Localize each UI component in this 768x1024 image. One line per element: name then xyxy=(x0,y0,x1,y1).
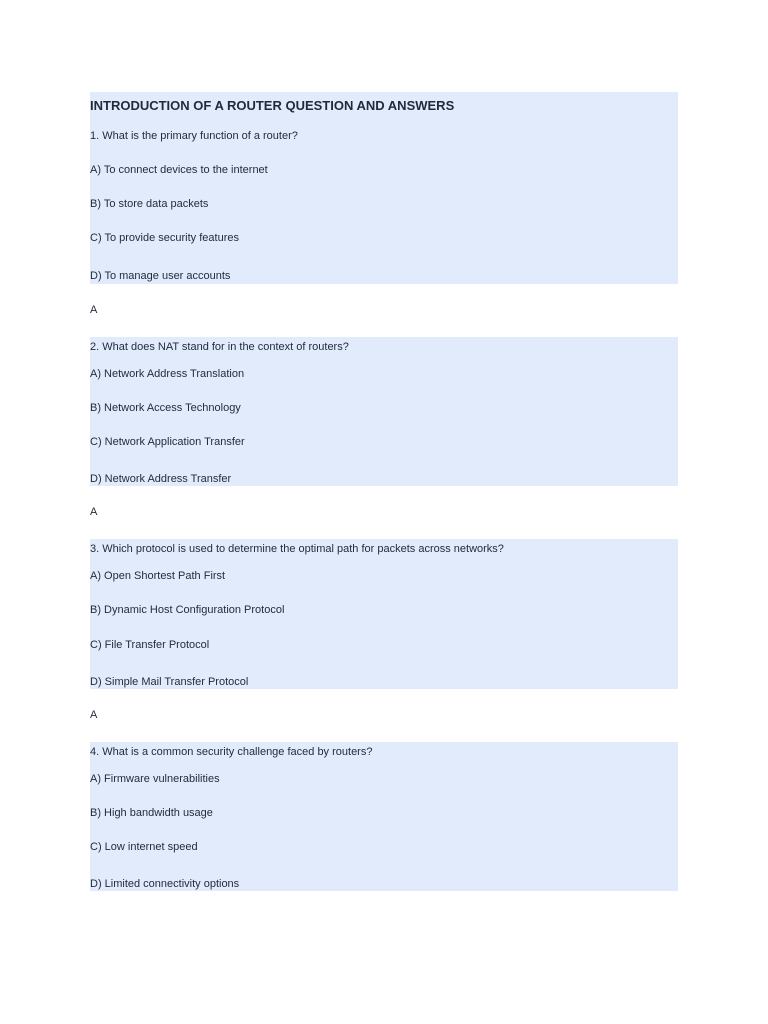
option-b: B) High bandwidth usage xyxy=(90,806,213,819)
option-c: C) Network Application Transfer xyxy=(90,435,245,448)
document-page xyxy=(90,92,678,891)
option-a: A) Open Shortest Path First xyxy=(90,570,226,583)
answer: A xyxy=(90,506,98,519)
option-c: C) To provide security features xyxy=(90,232,239,245)
option-a: A) To connect devices to the internet xyxy=(90,164,268,176)
answer: A xyxy=(90,708,98,721)
question-text: 2. What does NAT stand for in the context of routers? xyxy=(90,340,349,353)
question-block-4 xyxy=(90,742,678,892)
option-d: D) To manage user accounts xyxy=(90,269,231,282)
question-text: 4. What is a common security challenge faced by routers? xyxy=(90,745,373,758)
question-block-3 xyxy=(90,539,678,689)
option-b: B) Network Access Technology xyxy=(90,401,241,414)
option-c: C) Low internet speed xyxy=(90,841,198,854)
option-d: D) Simple Mail Transfer Protocol xyxy=(90,675,249,688)
option-c: C) File Transfer Protocol xyxy=(90,638,210,651)
question-block-1 xyxy=(90,119,678,284)
option-b: B) Dynamic Host Configuration Protocol xyxy=(90,604,285,617)
question-text: 1. What is the primary function of a router? xyxy=(90,130,298,142)
question-text: 3. Which protocol is used to determine the optimal path for packets across networks? xyxy=(90,543,504,556)
option-d: D) Limited connectivity options xyxy=(90,878,240,891)
answer: A xyxy=(90,303,98,316)
document-title: INTRODUCTION OF A ROUTER QUESTION AND ANSWERS xyxy=(90,92,678,119)
question-block-2 xyxy=(90,337,678,487)
option-b: B) To store data packets xyxy=(90,198,209,211)
option-d: D) Network Address Transfer xyxy=(90,473,232,486)
option-a: A) Firmware vulnerabilities xyxy=(90,772,220,785)
option-a: A) Network Address Translation xyxy=(90,367,245,380)
